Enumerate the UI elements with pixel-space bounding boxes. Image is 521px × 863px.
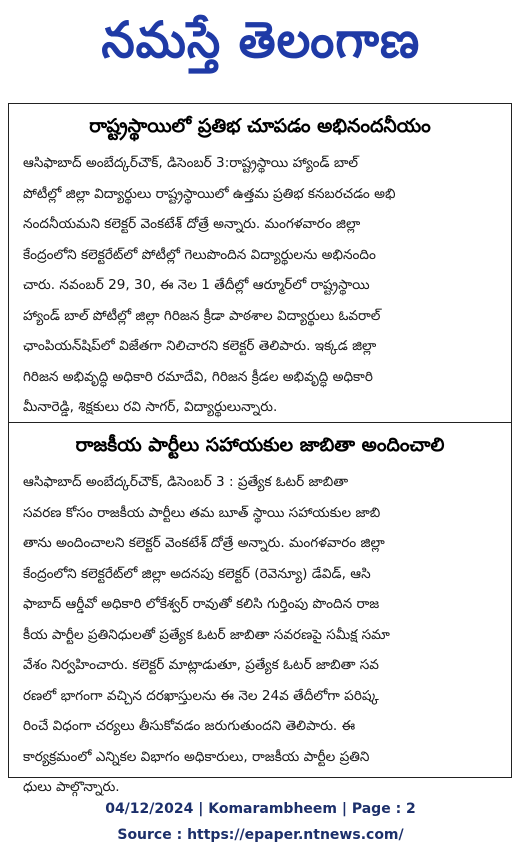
article-2-line: వేశం నిర్వహించారు. కలెక్టర్ మాట్లాడుతూ, ప్రత్యేక ఓటర్ జాబితా సవ [23, 657, 379, 673]
article-2 [9, 422, 511, 795]
article-1-line: ఛాంపియన్‌షిప్‌లో విజేతగా నిలిచారని కలెక్టర్ తెలిపారు. ఇక్కడ జిల్లా [23, 338, 377, 354]
footer-edition-info: 04/12/2024 | Komarambheem | Page : 2 [105, 801, 416, 817]
article-1-line: చారు. నవంబర్ 29, 30, ఈ నెల 1 తేదీల్లో ఆర్మూర్‌లో రాష్ట్రస్థాయి [23, 277, 370, 293]
article-2-line: రించే విధంగా చర్యలు తీసుకోవడం జరుగుతుందని తెలిపారు. ఈ [23, 718, 356, 734]
article-1-line: హ్యాండ్ బాల్ పోటీల్లో జిల్లా గిరిజన క్రీడా పాఠశాల విద్యార్థులు ఓవరాల్ [23, 307, 381, 324]
article-1-line: పోటీల్లో జిల్లా విద్యార్థులు రాష్ట్రస్థాయిలో ఉత్తమ ప్రతిభ కనబరచడం అభి [23, 185, 396, 202]
article-2-line: కీయ పార్టీల ప్రతినిధులతో ప్రత్యేక ఓటర్ జాబితా సవరణపై సమీక్ష సమా [23, 626, 390, 643]
article-2-headline: రాజకీయ పార్టీలు సహాయకుల జాబితా అందించాలి [75, 434, 445, 456]
article-1-line: నందనీయమని కలెక్టర్ వెంకటేశ్ దోత్రే అన్నారు. మంగళవారం జిల్లా [23, 216, 361, 232]
newspaper-logo: నమస్తే తెలంగాణ [101, 10, 420, 69]
article-2-line: ఆసిఫాబాద్ అంబేద్కర్‌చౌక్, డిసెంబర్ 3 : ప్రత్యేక ఓటర్ జాబితా [23, 474, 349, 490]
article-2-line: సవరణ కోసం రాజకీయ పార్టీలు తమ బూత్ స్థాయి సహాయకుల జాబి [23, 504, 381, 521]
article-2-line: ఫాబాద్ ఆర్డీవో అధికారి లోకేశ్వర్ రావుతో కలిసి గుర్తింపు పొందిన రాజ [23, 596, 380, 612]
article-1-line: గిరిజన అభివృద్ధి అధికారి రమాదేవి, గిరిజన క్రీడల అభివృద్ధి అధికారి [23, 368, 373, 385]
article-1-headline: రాష్ట్రస్థాయిలో ప్రతిభ చూపడం అభినందనీయం [89, 115, 431, 137]
article-2-body [23, 467, 501, 803]
article-2-line: ధులు పాల్గొన్నారు. [23, 779, 120, 795]
article-1 [9, 104, 511, 422]
footer-source: Source : https://epaper.ntnews.com/ [117, 827, 404, 843]
article-1-body [23, 148, 501, 423]
article-frame [8, 103, 512, 795]
article-2-line: రణలో భాగంగా వచ్చిన దరఖాస్తులను ఈ నెల 24వ తేదీలోగా పరిష్క [23, 687, 379, 704]
article-1-line: మీనారెడ్డి, శిక్షకులు రవి సాగర్, విద్యార్థులున్నారు. [23, 399, 278, 415]
article-2-line: కార్యక్రమంలో ఎన్నికల విభాగం అధికారులు, రాజకీయ పార్టీల ప్రతిని [23, 748, 370, 765]
page-footer [0, 796, 521, 848]
masthead [0, 0, 521, 92]
article-2-line: తాను అందించాలని కలెక్టర్ వెంకటేశ్ దోత్రే అన్నారు. మంగళవారం జిల్లా [23, 535, 385, 551]
article-1-line: ఆసిఫాబాద్ అంబేద్కర్‌చౌక్, డిసెంబర్ 3:రాష్ట్రస్థాయి హ్యాండ్ బాల్ [23, 155, 359, 171]
article-1-line: కేంద్రంలోని కలెక్టరేట్‌లో పోటీల్లో గెలుపొందిన విద్యార్థులను అభినందిం [23, 246, 376, 263]
article-2-line: కేంద్రంలోని కలెక్టరేట్‌లో జిల్లా అదనపు కలెక్టర్ (రెవెన్యూ) డేవిడ్, ఆసి [23, 565, 371, 582]
